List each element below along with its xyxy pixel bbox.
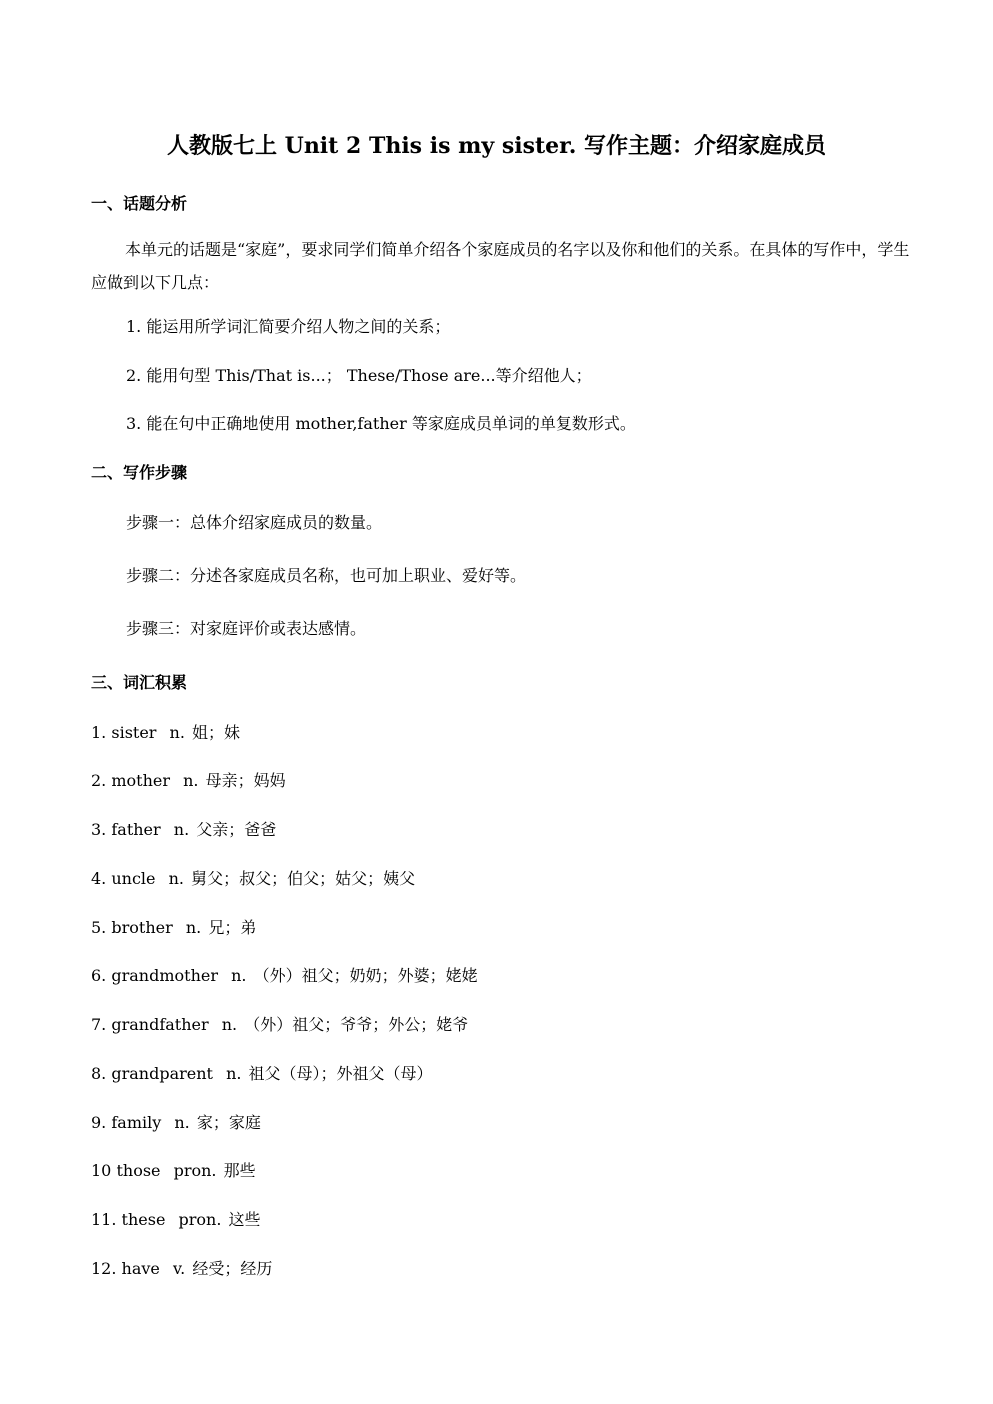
vocab-part-of-speech: pron. (178, 1210, 222, 1229)
vocab-meaning: 父亲；爸爸 (196, 820, 277, 839)
vocab-item (91, 964, 478, 988)
section-heading-vocab: 三、词汇积累 (91, 673, 188, 692)
vocab-number: 3. (91, 820, 107, 839)
vocab-meaning: （外）祖父；奶奶；外婆；姥姥 (253, 966, 478, 985)
vocab-meaning: 姐；妹 (192, 723, 241, 742)
vocab-number: 9. (91, 1113, 107, 1132)
topic-intro-paragraph: 本单元的话题是“家庭”，要求同学们简单介绍各个家庭成员的名字以及你和他们的关系。在具体的写作中，学生应做到以下几点： (91, 240, 910, 292)
vocab-item (91, 1208, 261, 1232)
vocab-word: grandmother (111, 966, 218, 985)
vocab-part-of-speech: v. (173, 1259, 186, 1278)
vocab-word: grandparent (111, 1064, 213, 1083)
vocab-word: mother (111, 771, 171, 790)
vocab-number: 2. (91, 771, 107, 790)
vocab-number: 8. (91, 1064, 107, 1083)
topic-point-2: 2. 能用句型 This/That is...； These/Those are...等介绍他人； (126, 366, 592, 385)
vocab-number: 10 (91, 1161, 112, 1180)
vocab-part-of-speech: n. (169, 723, 185, 742)
vocab-word: sister (111, 723, 157, 742)
vocab-item (91, 1111, 261, 1135)
vocab-meaning: （外）祖父；爷爷；外公；姥爷 (244, 1015, 469, 1034)
vocab-number: 1. (91, 723, 107, 742)
vocab-part-of-speech: n. (231, 966, 247, 985)
vocab-number: 11. (91, 1210, 117, 1229)
vocab-meaning: 家；家庭 (196, 1113, 261, 1132)
section-heading-topic: 一、话题分析 (91, 194, 188, 213)
step-item-2: 步骤二：分述各家庭成员名称，也可加上职业、爱好等。 (126, 566, 527, 585)
step-item-3: 步骤三：对家庭评价或表达感情。 (126, 619, 367, 638)
topic-point-3: 3. 能在句中正确地使用 mother,father 等家庭成员单词的单复数形式。 (126, 414, 636, 433)
vocab-meaning: 舅父；叔父；伯父；姑父；姨父 (191, 869, 416, 888)
vocab-part-of-speech: n. (174, 1113, 190, 1132)
step-item-1: 步骤一：总体介绍家庭成员的数量。 (126, 513, 383, 532)
vocab-word: father (111, 820, 161, 839)
vocab-number: 5. (91, 918, 107, 937)
vocab-part-of-speech: n. (221, 1015, 238, 1034)
vocab-word: those (116, 1161, 161, 1180)
vocab-number: 7. (91, 1015, 107, 1034)
vocab-word: grandfather (111, 1015, 209, 1034)
vocab-meaning: 那些 (223, 1161, 256, 1180)
vocab-item (91, 721, 240, 745)
vocab-part-of-speech: n. (168, 869, 184, 888)
vocab-item (91, 1062, 433, 1086)
vocab-item (91, 818, 276, 842)
vocab-part-of-speech: n. (173, 820, 190, 839)
vocab-word: uncle (111, 869, 156, 888)
vocab-item (91, 1159, 256, 1183)
vocab-number: 6. (91, 966, 107, 985)
vocab-item (91, 1257, 272, 1281)
vocab-item (91, 1013, 468, 1037)
vocab-meaning: 这些 (228, 1210, 261, 1229)
vocab-number: 12. (91, 1259, 117, 1278)
vocab-part-of-speech: n. (183, 771, 199, 790)
document-title: 人教版七上 Unit 2 This is my sister. 写作主题：介绍家庭成员 (166, 133, 827, 159)
vocab-part-of-speech: n. (226, 1064, 242, 1083)
vocab-word: these (121, 1210, 166, 1229)
section-heading-steps: 二、写作步骤 (91, 463, 188, 482)
vocab-meaning: 经受；经历 (192, 1259, 273, 1278)
vocab-part-of-speech: n. (185, 918, 202, 937)
vocab-number: 4. (91, 869, 107, 888)
vocab-item (91, 867, 415, 891)
vocab-meaning: 母亲；妈妈 (205, 771, 286, 790)
vocab-word: brother (111, 918, 173, 937)
vocab-word: have (121, 1259, 160, 1278)
vocab-part-of-speech: pron. (173, 1161, 217, 1180)
topic-point-1: 1. 能运用所学词汇简要介绍人物之间的关系； (126, 317, 451, 336)
vocab-meaning: 兄；弟 (208, 918, 257, 937)
vocab-item (91, 769, 286, 793)
vocab-item (91, 916, 256, 940)
vocab-word: family (111, 1113, 162, 1132)
vocab-meaning: 祖父（母）；外祖父（母） (248, 1064, 433, 1083)
